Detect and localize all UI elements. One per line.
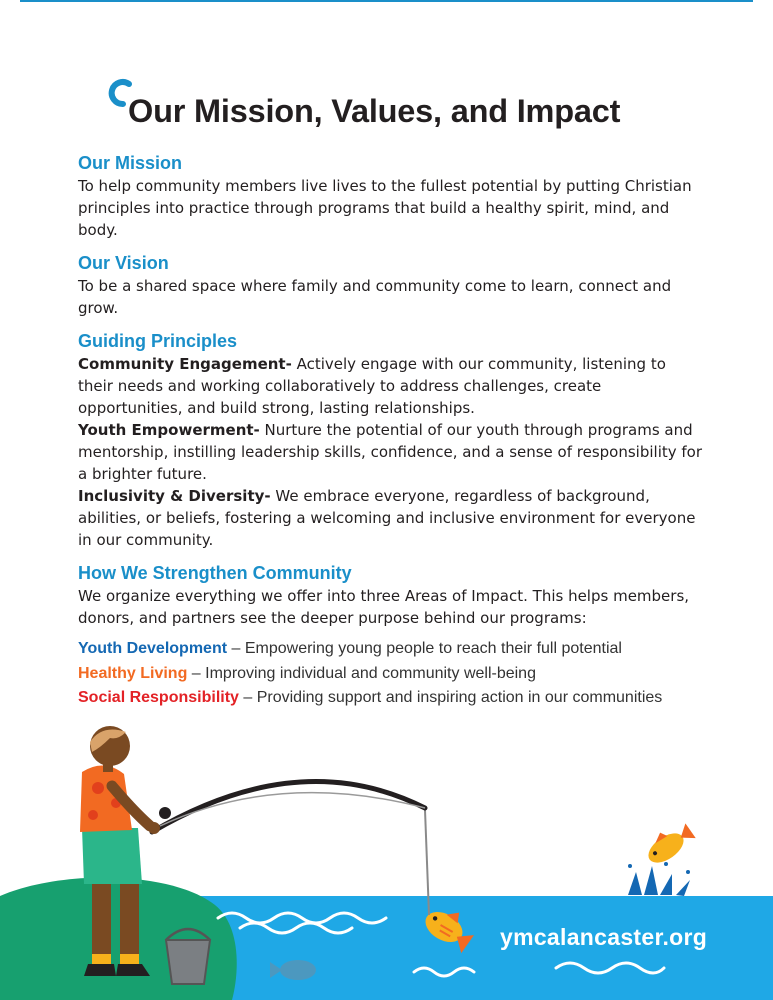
principle-community [78, 353, 703, 419]
impact-youth [78, 637, 703, 662]
principle-text: Actively engage with our community, listening to their needs and working collaboratively to address challenges, create opportunities, and build strong, lasting relationships. [78, 355, 666, 417]
impact-healthy [78, 662, 703, 687]
content [78, 152, 703, 711]
impact-name: Social Responsibility [78, 689, 239, 706]
principle-text: Nurture the potential of our youth through programs and mentorship, instilling leadership skills, confidence, and a sense of responsibility for a brighter future. [78, 421, 703, 483]
impact-desc: – Empowering young people to reach their full potential [227, 640, 622, 657]
principle-term: Community Engagement- [78, 355, 292, 373]
community-text: We organize everything we offer into three Areas of Impact. This helps members, donors, and partners see the deeper purpose behind our programs: [78, 587, 690, 627]
website-url[interactable]: ymcalancaster.org [500, 924, 708, 950]
principle-inclusivity [78, 485, 703, 551]
reel-icon [159, 807, 171, 819]
impact-desc: – Providing support and inspiring action in our communities [238, 689, 663, 706]
impact-desc: – Improving individual and community well-being [187, 664, 536, 682]
vision-heading: Our Vision [78, 253, 169, 273]
principle-term: Youth Empowerment- [78, 421, 260, 439]
principle-youth [78, 419, 703, 485]
fish-icon [640, 818, 696, 869]
impact-name: Healthy Living [78, 664, 188, 682]
impact-list [78, 637, 703, 711]
community-heading: How We Strengthen Community [78, 563, 352, 583]
fisherman-illustration [0, 720, 773, 1000]
principle-text: We embrace everyone, regardless of background, abilities, or beliefs, fostering a welcoming and inclusive environment for everyone in our community. [78, 487, 696, 549]
principles-heading: Guiding Principles [78, 331, 238, 351]
top-rule [20, 0, 753, 2]
page-title: Our Mission, Values, and Impact [128, 93, 621, 129]
fishing-rod [152, 782, 425, 832]
impact-social [78, 686, 703, 711]
mission-text: To help community members live lives to the fullest potential by putting Christian principles into practice through programs that build a healthy spirit, mind, and body. [78, 177, 692, 239]
vision-text: To be a shared space where family and community come to learn, connect and grow. [78, 277, 672, 317]
principle-term: Inclusivity & Diversity- [78, 487, 271, 505]
water-splash-icon [628, 862, 690, 896]
impact-name: Youth Development [78, 640, 228, 657]
mission-heading: Our Mission [78, 153, 183, 173]
